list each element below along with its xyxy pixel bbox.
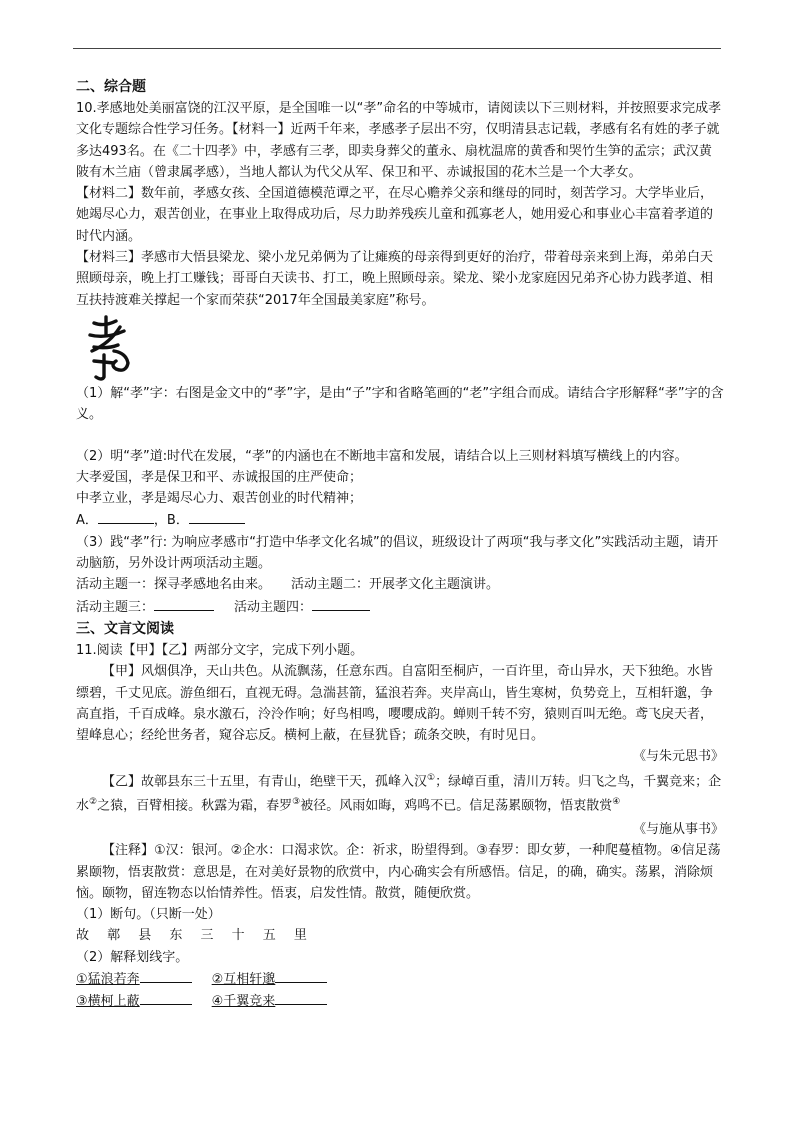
question-10-material-2: 【材料二】数年前，孝感女孩、全国道德模范谭之平，在尽心赡养父亲和继母的同时，刻苦学习。大学毕业后，她竭尽心力，艰苦创业，在事业上取得成功后，尽力助养残疾儿童和孤寡老人，她用爱心和事业心丰富着孝道的时代内涵。 [76,186,714,244]
passage-jia: 【甲】风烟俱净，天山共色。从流飘荡，任意东西。自富阳至桐庐，一百许里，奇山异水，天下独绝。水皆缥碧，千丈见底。游鱼细石，直视无碍。急湍甚箭，猛浪若奔。夹岸高山，皆生寒树，负势竞上，互相轩邈，争高直指，千百成峰。泉水激石，泠泠作响；好鸟相鸣，嘤嘤成韵。蝉则千转不穷，猿则百叫无绝。鸢飞戾天者，望峰息心；经纶世务者，窥谷忘反。横柯上蔽，在昼犹昏；疏条交映，有时见日。 [76,664,714,744]
blank-explain-4[interactable] [275,990,327,1005]
activity-1: 活动主题一：探寻孝感地名由来。 [76,577,272,593]
explain-item-1: ①猛浪若奔 [76,968,192,990]
sub-question-2-line-1: 大孝爱国，孝是保卫和平、赤诚报国的庄严使命； [76,469,363,485]
note-ref-1: ① [427,772,436,783]
note-ref-3: ③ [292,797,301,808]
question-10-material-1: 10.孝感地处美丽富饶的江汉平原，是全国唯一以“孝”命名的中等城市，请阅读以下三则材料，并按照要求完成孝文化专题综合性学习任务。【材料一】近两千年来，孝感孝子层出不穷，仅明清县志记载，孝感有名有姓的孝子就多达493名。在《二十四孝》中，孝感有三孝，即卖身葬父的董永、扇枕温席的黄香和哭竹生笋的孟宗；武汉黄陂有木兰庙（曾隶属孝感），当地人都认为代父从军、保卫和平、赤诚报国的花木兰是一个大孝女。 [76,101,722,180]
sub-question-1: （1）解“孝”字：右图是金文中的“孝”字，是由“子”字和省略笔画的“老”字组合而成。请结合字形解释“孝”字的含义。 [76,385,724,423]
activity-2: 活动主题二：开展孝文化主题演讲。 [291,577,500,593]
blank-b-label: ，B． [153,513,189,529]
activity-row-1 [76,574,724,595]
header-rule [73,48,721,49]
activity-3: 活动主题三： [76,596,214,618]
note-ref-4: ④ [612,797,621,808]
blank-explain-1[interactable] [140,968,192,983]
blank-explain-3[interactable] [140,990,192,1005]
explain-item-2: ②互相轩邈 [212,968,328,990]
answer-space [76,426,724,446]
explain-row-2 [76,990,724,1012]
passage-yi-source: 《与施从事书》 [632,821,724,837]
sub-question-2-blanks [76,509,724,531]
activity-4: 活动主题四： [234,596,370,618]
sub-question-3: （3）践“孝”行: 为响应孝感市“打造中华孝文化名城”的倡议，班级设计了两项“我与孝文化”实践活动主题，请开动脑筋，另外设计两项活动主题。 [76,534,719,572]
section-title-classical: 三、文言文阅读 [76,620,174,637]
question-11: 11.阅读【甲】【乙】两部分文字，完成下列小题。 [76,642,364,658]
sub-question-punctuate: （1）断句。（只断一处） [76,907,221,923]
note-ref-2: ② [89,797,98,808]
bronze-xiao-character-icon [80,313,140,383]
sub-question-2: （2）明“孝”道:时代在发展，“孝”的内涵也在不断地丰富和发展，请结合以上三则材料填写横线上的内容。 [76,448,688,464]
sub-question-2-line-2: 中孝立业，孝是竭尽心力、艰苦创业的时代精神； [76,491,363,507]
blank-activity-3[interactable] [154,596,214,611]
explain-item-3: ③横柯上蔽 [76,990,192,1012]
passage-yi: 【乙】故鄣县东三十五里，有青山，绝壁干天，孤峰入汉①；绿嶂百重，清川万转。归飞之鸟，千翼竞来；企水②之猿，百臂相接。秋露为霜，春罗③被径。风雨如晦，鸡鸣不已。信足荡累颐物，悟衷散赏④ [76,772,722,814]
blank-b[interactable] [189,509,245,524]
blank-activity-4[interactable] [312,596,370,611]
punctuate-text: 故 鄣 县 东 三 十 五 里 [76,928,314,944]
blank-explain-2[interactable] [275,968,327,983]
page-content [76,76,724,1013]
explain-row-1 [76,968,724,990]
annotations: 【注释】①汉：银河。②企水：口渴求饮。企：祈求，盼望得到。③春罗：即女萝，一种爬蔓植物。④信足荡累颐物，悟衷散赏：意思是，在对美好景物的欣赏中，内心确实会有所感悟。信足，的确，确实。荡累，消除烦恼。颐物，留连物态以怡情养性。悟衷，启发性情。散赏，随便欣赏。 [76,843,721,901]
blank-a[interactable] [98,509,154,524]
section-title-comprehensive: 二、综合题 [76,79,146,95]
activity-row-2 [76,596,724,618]
blank-a-label: A． [76,513,98,529]
question-10-material-3: 【材料三】孝感市大悟县梁龙、梁小龙兄弟俩为了让瘫痪的母亲得到更好的治疗，带着母亲来到上海，弟弟白天照顾母亲，晚上打工赚钱；哥哥白天读书、打工，晚上照顾母亲。梁龙、梁小龙家庭因兄弟齐心协力践孝道、相互扶持渡难关撑起一个家而荣获“2017年全国最美家庭”称号。 [76,250,714,308]
passage-jia-source: 《与朱元思书》 [632,749,724,765]
explain-item-4: ④千翼竞来 [212,990,328,1012]
sub-question-explain: （2）解释划线字。 [76,949,189,965]
